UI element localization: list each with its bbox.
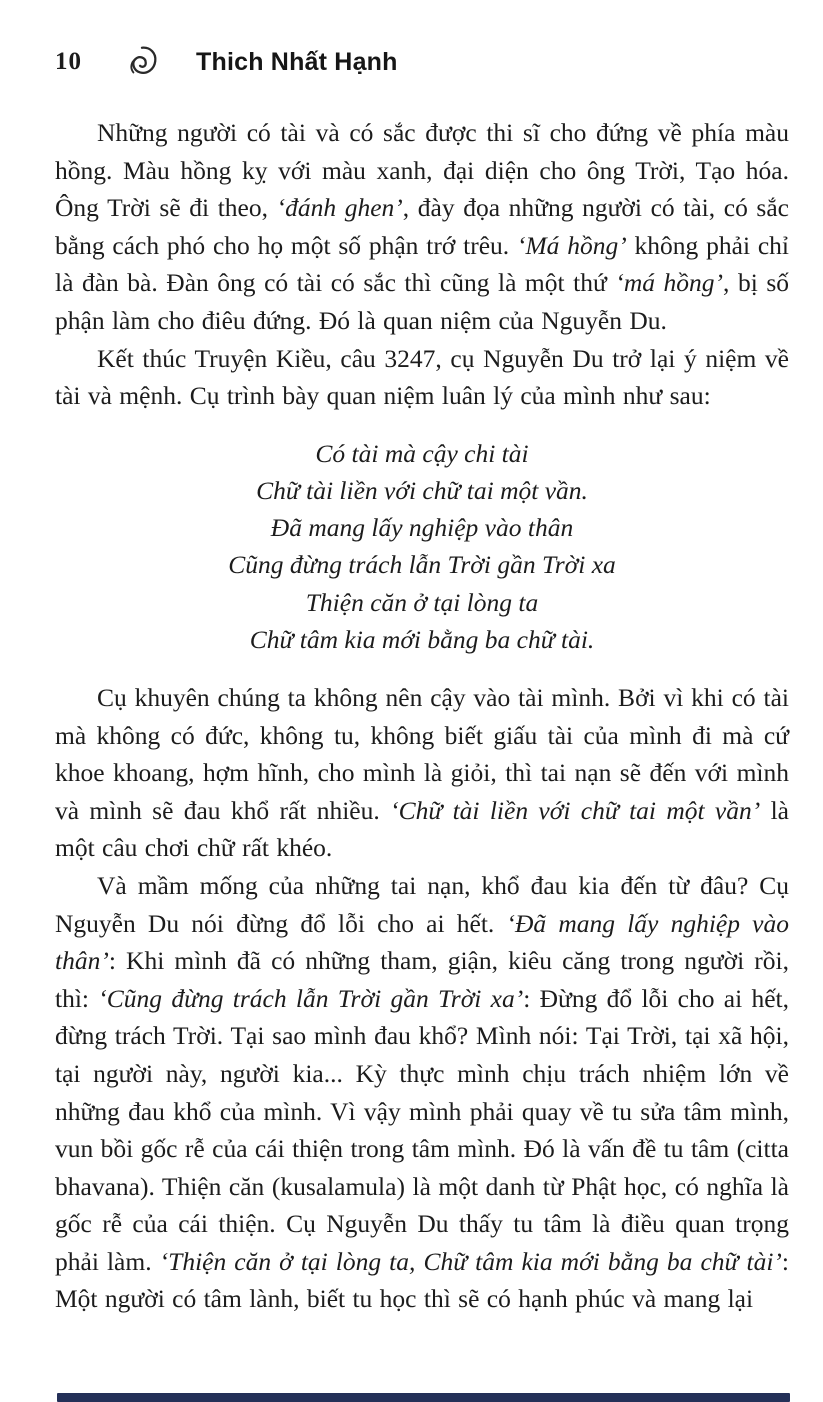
body-text: , đày đọa những người có tài, có sắc bằng cách phó cho họ một số phận trớ trêu. [55, 193, 789, 260]
quoted-verse-text: ‘Chữ tài liền với chữ tai một vần’ [390, 795, 761, 825]
page-header [0, 0, 823, 82]
poem-line: Chữ tâm kia mới bằng ba chữ tài. [249, 624, 595, 654]
quoted-verse-text: ‘Đã mang lấy nghiệp vào thân’ [55, 908, 789, 976]
paragraph [55, 114, 789, 340]
body-text: Và mầm mống của những tai nạn, khổ đau kia đến từ đâu? Cụ Nguyễn Du nói đừng đổ lỗi cho ai hết. [55, 870, 789, 938]
paragraph [55, 340, 789, 415]
poem-line: Thiện căn ở tại lòng ta [305, 587, 539, 617]
quoted-verse-text: ‘đánh ghen’ [276, 193, 403, 223]
spiral-ornament-icon [120, 41, 162, 83]
body-text: , bị số phận làm cho điêu đứng. Đó là quan niệm của Nguyễn Du. [55, 268, 789, 335]
footer-bar [57, 1393, 790, 1402]
body-text: là một câu chơi chữ rất khéo. [55, 795, 789, 863]
page-body-text [55, 114, 789, 1318]
body-text: không phải chỉ là đàn bà. Đàn ông có tài có sắc thì cũng là một thứ [55, 230, 789, 298]
paragraph [55, 867, 789, 1318]
quoted-verse-text: ‘Cũng đừng trách lẫn Trời gần Trời xa’ [98, 983, 524, 1013]
page-number: 10 [55, 48, 82, 75]
author-name: Thich Nhất Hạnh [196, 47, 398, 76]
body-text: Kết thúc Truyện Kiều, câu 3247, cụ Nguyễn Du trở lại ý niệm về tài và mệnh. Cụ trình bày quan niệm luân lý của mình như sau: [55, 343, 789, 411]
poem-line: Cũng đừng trách lẫn Trời gần Trời xa [228, 550, 616, 580]
quoted-verse-text: ‘Thiện căn ở tại lòng ta, Chữ tâm kia mới bằng ba chữ tài’ [159, 1246, 782, 1276]
poem-line: Đã mang lấy nghiệp vào thân [270, 513, 574, 543]
quoted-verse-text: ‘má hồng’ [615, 268, 724, 298]
paragraph [55, 679, 789, 867]
body-text: : Khi mình đã có những tham, giận, kiêu căng trong người rồi, thì: [55, 946, 789, 1013]
body-text: : Đừng đổ lỗi cho ai hết, đừng trách Trời. Tại sao mình đau khổ? Mình nói: Tại Trời, tại xã hội, tại người này, người kia... Kỳ thực mình chịu trách nhiệm lớn về những đau khổ của mình. Vì vậy mình phải quay về tu sửa tâm mình, vun bồi gốc rễ của cái thiện trong tâm mình. Đó là vấn đề tu tâm (citta bhavana). Thiện căn (kusalamula) là một danh từ Phật học, có nghĩa là gốc rễ của cái thiện. Cụ Nguyễn Du thấy tu tâm là điều quan trọng phải làm. [55, 983, 789, 1276]
body-text: Những người có tài và có sắc được thi sĩ cho đứng về phía màu hồng. Màu hồng kỵ với màu xanh, đại diện cho ông Trời, Tạo hóa. Ông Trời sẽ đi theo, [55, 118, 789, 223]
quoted-verse-text: ‘Má hồng’ [516, 230, 627, 260]
poem-line: Chữ tài liền với chữ tai một vần. [256, 475, 588, 505]
body-text: : Một người có tâm lành, biết tu học thì sẽ có hạnh phúc và mang lại [55, 1246, 789, 1314]
poem-block [55, 435, 789, 658]
poem-line: Có tài mà cậy chi tài [315, 438, 529, 468]
body-text: Cụ khuyên chúng ta không nên cậy vào tài mình. Bởi vì khi có tài mà không có đức, không tu, không biết giấu tài của mình đi mà cứ khoe khoang, hợm hĩnh, cho mình là giỏi, thì tai nạn sẽ đến với mình và mình sẽ đau khổ rất nhiều. [55, 682, 789, 825]
